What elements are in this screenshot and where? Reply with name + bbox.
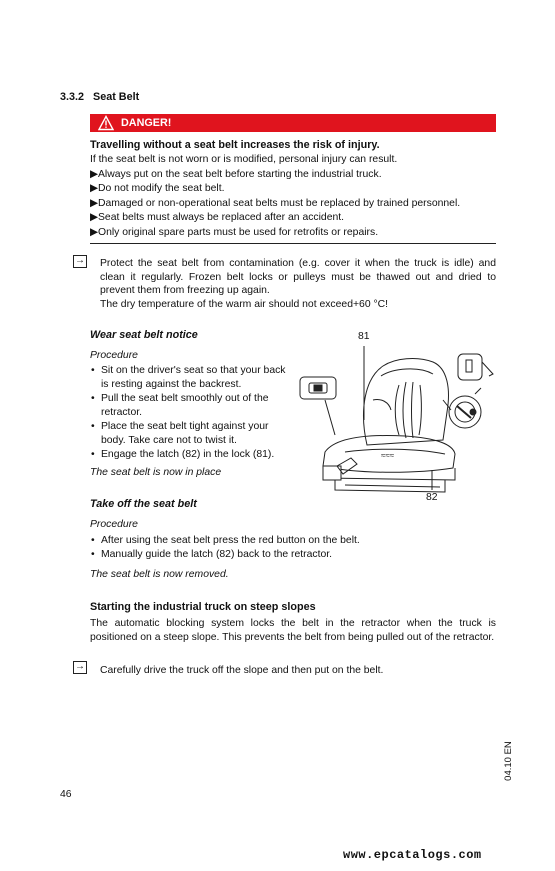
list-item: • Sit on the driver's seat so that your back is resting against the backrest.	[90, 364, 295, 392]
note-contamination	[100, 257, 496, 311]
danger-line: ▶Only original spare parts must be used for retrofits or repairs.	[90, 226, 379, 238]
note-line: prevent them from freezing up again.	[100, 285, 270, 297]
page-number: 46	[60, 789, 72, 800]
list-item: • Manually guide the latch (82) back to the retractor.	[90, 548, 490, 562]
takeoff-title: Take off the seat belt	[90, 498, 197, 510]
takeoff-result: The seat belt is now removed.	[90, 569, 229, 580]
slopes-note: Carefully drive the truck off the slope and then put on the belt.	[100, 665, 384, 676]
danger-line: ▶Always put on the seat belt before starting the industrial truck.	[90, 168, 382, 180]
list-item: • Pull the seat belt smoothly out of the retractor.	[90, 392, 295, 420]
wear-procedure-label: Procedure	[90, 350, 138, 361]
note-line: The dry temperature of the warm air should not exceed+60 °C!	[100, 298, 389, 310]
takeoff-procedure-label: Procedure	[90, 519, 138, 530]
slopes-text: The automatic blocking system locks the belt in the retractor when the truck is positioned on a steep slope. This prevents the belt from being pulled out of the retractor.	[90, 618, 496, 643]
list-item: • After using the seat belt press the red button on the belt.	[90, 534, 490, 548]
note-line: Protect the seat belt from contamination (e.g. cover it when the truck is idle) and	[100, 258, 496, 269]
warning-triangle-icon	[98, 115, 114, 131]
danger-line: If the seat belt is not worn or is modified, personal injury can result.	[90, 154, 398, 165]
wear-title: Wear seat belt notice	[90, 329, 198, 341]
wear-steps	[90, 364, 295, 462]
note-arrow-icon: →	[75, 255, 85, 266]
danger-list	[90, 153, 500, 240]
wear-result: The seat belt is now in place	[90, 467, 222, 478]
svg-text:≈≈≈: ≈≈≈	[381, 451, 395, 460]
figure-label-82: 82	[426, 492, 438, 503]
section-title: Seat Belt	[93, 91, 140, 103]
danger-line: ▶Damaged or non-operational seat belts must be replaced by trained personnel.	[90, 197, 461, 209]
list-item: • Engage the latch (82) in the lock (81).	[90, 448, 295, 462]
website-watermark: www.epcatalogs.com	[343, 848, 482, 862]
section-heading	[60, 90, 139, 104]
edition-code	[503, 740, 515, 780]
figure-label-81: 81	[358, 331, 370, 342]
slopes-title: Starting the industrial truck on steep slopes	[90, 601, 316, 613]
danger-heading: Travelling without a seat belt increases the risk of injury.	[90, 139, 380, 151]
list-item: • Place the seat belt tight against your body. Take care not to twist it.	[90, 420, 295, 448]
note-line: clean it regularly. Frozen belt locks or pulleys must be thawed out and dried to	[100, 271, 496, 283]
takeoff-steps	[90, 534, 490, 562]
section-number: 3.3.2	[60, 91, 85, 103]
danger-line: ▶Do not modify the seat belt.	[90, 183, 225, 194]
divider	[90, 243, 496, 244]
note-arrow-icon: →	[75, 661, 85, 672]
danger-label: DANGER!	[121, 117, 172, 129]
danger-line: ▶Seat belts must always be replaced after an accident.	[90, 212, 345, 223]
seat-illustration	[295, 340, 500, 500]
danger-banner	[90, 114, 496, 132]
edition-text: 04.10 EN	[502, 741, 514, 781]
